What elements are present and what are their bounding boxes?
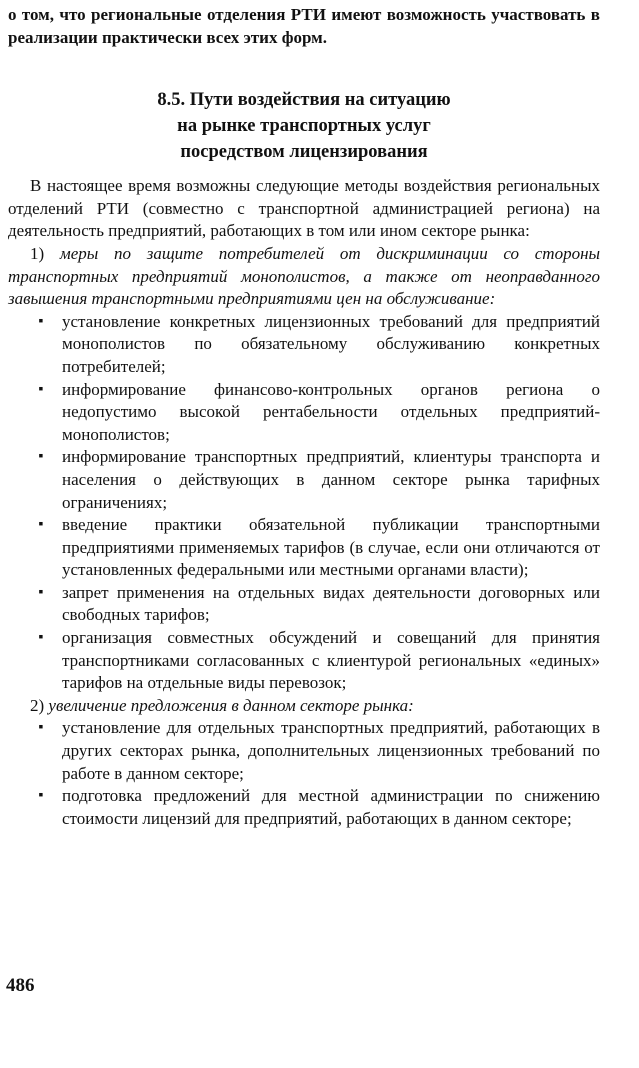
document-page xyxy=(8,4,600,830)
bullet-icon: ▪ xyxy=(38,720,44,736)
bullet-icon: ▪ xyxy=(38,584,44,600)
bullet-icon: ▪ xyxy=(38,788,44,804)
list-item-text: организация совместных обсуждений и совещаний для принятия транспортниками согласованных с клиентурой региональных «единых» тарифов на отдельные виды перевозок; xyxy=(62,628,600,693)
point-1-text: меры по защите потребителей от дискриминации со стороны транспортных предприятий монополистов, а также от неоправданного завышения транспортными предприятиями цен на обслуживание: xyxy=(8,243,601,309)
bullet-icon: ▪ xyxy=(38,630,44,646)
bullet-icon: ▪ xyxy=(38,449,44,465)
list-item-text: установление конкретных лицензионных требований для предприятий монополистов по обязательному обслуживанию конкретных потребителей; xyxy=(62,311,600,376)
list-item xyxy=(8,717,600,785)
heading-line-2: на рынке транспортных услуг xyxy=(177,116,431,137)
bullet-icon: ▪ xyxy=(38,381,44,397)
list-item xyxy=(8,311,600,379)
point-1 xyxy=(8,243,600,311)
list-item xyxy=(8,379,600,447)
list-2 xyxy=(8,717,600,830)
section-heading xyxy=(8,87,600,165)
intro-paragraph: о том, что региональные отделения РТИ имеют возможность участвовать в реализации практически всех этих форм. xyxy=(8,5,600,47)
list-item-text: информирование транспортных предприятий, клиентуры транспорта и населения о действующих в данном секторе рынка тарифных ограничениях; xyxy=(62,447,600,512)
list-item xyxy=(8,785,600,830)
heading-line-3: посредством лицензирования xyxy=(180,142,428,163)
list-item xyxy=(8,514,600,582)
list-item-text: введение практики обязательной публикации транспортными предприятиями применяемых тарифов (в случае, если они отличаются от установленных федеральными или местными органами власти); xyxy=(62,515,600,580)
point-2-text: увеличение предложения в данном секторе рынка: xyxy=(48,695,414,715)
point-2 xyxy=(8,695,600,718)
point-2-number: 2) xyxy=(30,695,45,715)
point-1-number: 1) xyxy=(30,243,45,263)
page-number: 486 xyxy=(6,975,35,996)
list-item xyxy=(8,627,600,695)
list-item xyxy=(8,446,600,514)
list-item-text: установление для отдельных транспортных предприятий, работающих в других секторах рынка, дополнительных лицензионных требований по работе в данном секторе; xyxy=(62,718,600,783)
list-item-text: подготовка предложений для местной администрации по снижению стоимости лицензий для предприятий, работающих в данном секторе; xyxy=(62,786,600,828)
list-item-text: информирование финансово-контрольных органов региона о недопустимо высокой рентабельности отдельных предприятий-монополистов; xyxy=(62,379,600,444)
list-1 xyxy=(8,311,600,695)
bullet-icon: ▪ xyxy=(38,517,44,533)
list-item xyxy=(8,582,600,627)
heading-line-1: 8.5. Пути воздействия на ситуацию xyxy=(157,90,451,111)
list-item-text: запрет применения на отдельных видах деятельности договорных или свободных тарифов; xyxy=(62,582,600,625)
bullet-icon: ▪ xyxy=(38,313,44,329)
paragraph-methods: В настоящее время возможны следующие методы воздействия региональных отделений РТИ (совместно с транспортной администрацией региона) на деятельность предприятий, работающих в том или ином секторе рынка: xyxy=(8,176,600,241)
